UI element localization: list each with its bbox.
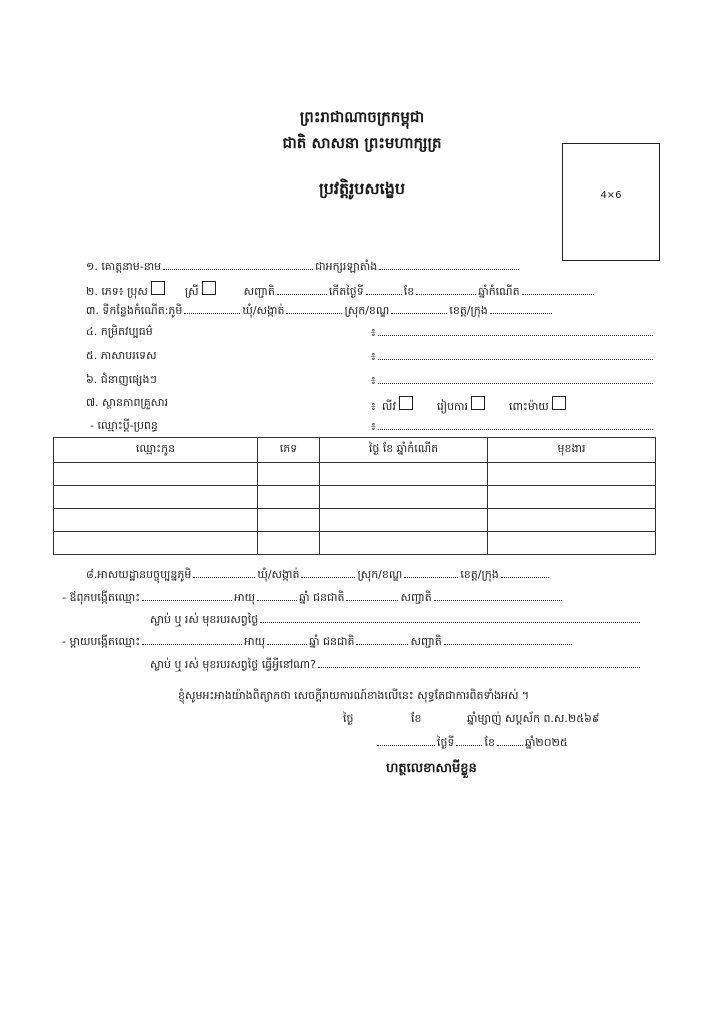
name-field[interactable] bbox=[163, 259, 313, 270]
label-birth-year: ឆ្នាំកំណើត bbox=[478, 285, 520, 298]
oath-statement: ខ្ញុំសូមអះអាងយ៉ាងពិត្យាកថា សេចក្តីរាយការណ៍ខាងលើនេះ សុទ្ធតែជាការពិតទាំងអស់ ។ bbox=[178, 689, 530, 702]
label-single: លីវ bbox=[381, 400, 396, 413]
date-month-label: ខែ bbox=[484, 736, 495, 749]
colon: ៖ bbox=[371, 374, 376, 387]
father-ethnicity-field[interactable] bbox=[346, 590, 398, 601]
label-mother-status: ស្លាប់ ឬ រស់ មុខរបរសព្វថ្ងៃ ធ្វើអ្វីនៅណា? bbox=[150, 658, 316, 671]
label-married: រៀបការ bbox=[436, 400, 469, 413]
motto: ជាតិ សាសនា ព្រះមហាក្សត្រ bbox=[282, 134, 442, 152]
photo-box bbox=[562, 143, 660, 261]
mother-nationality-field[interactable] bbox=[444, 634, 572, 645]
table-row bbox=[54, 532, 656, 555]
label-name: ១. គោត្តនាម-នាម bbox=[86, 260, 162, 273]
latin-name-field[interactable] bbox=[379, 259, 519, 270]
spouse-name-field[interactable] bbox=[378, 419, 653, 430]
label-foreign-language: ៥. ភាសាបរទេស bbox=[86, 349, 157, 362]
header-child-dob: ថ្ងៃ ខែ ឆ្នាំកំណើត bbox=[320, 438, 488, 463]
marital-options bbox=[371, 396, 572, 416]
date-month-field[interactable] bbox=[497, 735, 523, 746]
father-nationality-field[interactable] bbox=[434, 590, 562, 601]
photo-size-label: 4×6 bbox=[600, 190, 622, 201]
label-current-district: ស្រុក/ខណ្ឌ bbox=[357, 568, 403, 581]
label-father-nationality: សញ្ជាតិ bbox=[400, 591, 432, 604]
kingdom-title: ព្រះរាជាណាចក្រកម្ពុជា bbox=[299, 108, 425, 126]
row-father bbox=[62, 590, 564, 607]
label-latin: ជាអក្សរឡាតាំង bbox=[315, 260, 378, 273]
label-current-province: ខេត្ត/ក្រុង bbox=[460, 568, 499, 581]
table-cell[interactable] bbox=[488, 509, 656, 532]
female-checkbox[interactable] bbox=[202, 281, 216, 295]
other-skills-field[interactable] bbox=[378, 373, 653, 384]
label-education: ៤. កម្រិតវប្បធម៌ bbox=[86, 325, 153, 338]
row-address bbox=[86, 567, 551, 584]
row-birthplace bbox=[86, 303, 554, 320]
father-age-field[interactable] bbox=[257, 590, 297, 601]
label-father-ethnicity: ឆ្នាំ ជនជាតិ bbox=[299, 591, 345, 604]
birth-commune-field[interactable] bbox=[286, 303, 342, 314]
table-cell[interactable] bbox=[320, 509, 488, 532]
label-mother-name: - ម្តាយបង្កើតឈ្មោះ bbox=[62, 635, 141, 648]
signature-label: ហត្ថលេខាសាមីខ្លួន bbox=[386, 761, 477, 776]
table-cell[interactable] bbox=[258, 509, 320, 532]
label-widowed: ពោះម៉ាយ bbox=[509, 400, 549, 413]
mother-ethnicity-field[interactable] bbox=[356, 634, 408, 645]
current-district-field[interactable] bbox=[404, 567, 458, 578]
label-female: ស្រី bbox=[184, 285, 199, 298]
current-village-field[interactable] bbox=[193, 567, 255, 578]
table-cell[interactable] bbox=[488, 532, 656, 555]
current-commune-field[interactable] bbox=[301, 567, 355, 578]
colon: ៖ bbox=[371, 326, 376, 339]
label-marital-status: ៧. ស្ថានភាពគ្រួសារ bbox=[86, 396, 169, 409]
label-father-name: - ឪពុកបង្កើតឈ្មោះ bbox=[62, 591, 141, 604]
date-year-label: ឆ្នាំ២០២៥ bbox=[524, 736, 568, 749]
label-other-skills: ៦. ជំនាញផ្សេងៗ bbox=[86, 373, 157, 386]
label-birth-district: ស្រុក/ខណ្ឌ bbox=[344, 304, 390, 317]
table-cell[interactable] bbox=[258, 486, 320, 509]
row-name bbox=[86, 259, 521, 276]
table-cell[interactable] bbox=[54, 509, 258, 532]
table-row bbox=[54, 509, 656, 532]
row-mother bbox=[62, 634, 574, 651]
lunar-month-label: ខែ bbox=[411, 712, 422, 725]
table-row bbox=[54, 463, 656, 486]
label-birth-month: ខែ bbox=[403, 285, 415, 298]
table-cell[interactable] bbox=[258, 532, 320, 555]
date-place-field[interactable] bbox=[377, 735, 435, 746]
table-cell[interactable] bbox=[320, 463, 488, 486]
label-current-village: ៨.អាសយដ្ឋានបច្ចុប្បន្នភូមិ bbox=[86, 568, 192, 581]
birth-day-field[interactable] bbox=[366, 284, 402, 295]
male-checkbox[interactable] bbox=[151, 281, 165, 295]
mother-age-field[interactable] bbox=[267, 634, 307, 645]
header-child-name: ឈ្មោះកូន bbox=[54, 438, 258, 463]
table-header-row bbox=[54, 438, 656, 463]
row-mother-status bbox=[150, 657, 642, 674]
table-cell[interactable] bbox=[54, 486, 258, 509]
education-field[interactable] bbox=[378, 325, 653, 336]
table-cell[interactable] bbox=[54, 532, 258, 555]
nationality-field[interactable] bbox=[277, 284, 327, 295]
birth-village-field[interactable] bbox=[184, 303, 240, 314]
father-name-field[interactable] bbox=[142, 590, 232, 601]
label-gender-male: ២. ភេទ៖ ប្រុស bbox=[86, 285, 148, 298]
label-birth-commune: ឃុំ/សង្កាត់ bbox=[242, 304, 285, 317]
current-province-field[interactable] bbox=[501, 567, 549, 578]
lunar-day-label: ថ្ងៃ bbox=[343, 712, 354, 725]
date-line bbox=[375, 735, 568, 752]
row-father-status bbox=[150, 612, 642, 629]
form-title: ប្រវត្តិរូបសង្ខេប bbox=[318, 179, 405, 198]
table-cell[interactable] bbox=[320, 532, 488, 555]
colon: ៖ bbox=[371, 400, 376, 413]
table-cell[interactable] bbox=[54, 463, 258, 486]
date-day-field[interactable] bbox=[456, 735, 482, 746]
father-status-field[interactable] bbox=[260, 612, 640, 623]
table-cell[interactable] bbox=[258, 463, 320, 486]
language-line bbox=[371, 349, 655, 366]
header-child-occupation: មុខងារ bbox=[488, 438, 656, 463]
foreign-language-field[interactable] bbox=[378, 349, 653, 360]
label-spouse-name: - ឈ្មោះប្តី-ប្រពន្ធ bbox=[90, 419, 158, 432]
table-row bbox=[54, 486, 656, 509]
label-mother-age: អាយុ bbox=[244, 635, 266, 648]
table-cell[interactable] bbox=[320, 486, 488, 509]
row-gender bbox=[86, 281, 596, 301]
label-father-age: អាយុ bbox=[234, 591, 256, 604]
birth-month-field[interactable] bbox=[416, 284, 476, 295]
lunar-year-label: ឆ្នាំម្សាញ់ សប្តស័ក ព.ស.២៥៦៩ bbox=[467, 712, 600, 725]
label-birth-day: កើតថ្ងៃទី bbox=[328, 285, 364, 298]
single-checkbox[interactable] bbox=[399, 396, 413, 410]
skills-line bbox=[371, 373, 655, 390]
married-checkbox[interactable] bbox=[471, 396, 485, 410]
colon: ៖ bbox=[371, 350, 376, 363]
mother-status-field[interactable] bbox=[318, 657, 640, 668]
table-cell[interactable] bbox=[488, 486, 656, 509]
children-table bbox=[53, 437, 656, 555]
label-birth-province: ខេត្ត/ក្រុង bbox=[449, 304, 488, 317]
label-father-status: ស្លាប់ ឬ រស់ មុខរបរសព្វថ្ងៃ bbox=[150, 613, 259, 626]
birth-year-field[interactable] bbox=[522, 284, 594, 295]
colon: ៖ bbox=[371, 420, 376, 433]
education-line bbox=[371, 325, 655, 342]
date-day-label: ថ្ងៃទី bbox=[437, 736, 455, 749]
widowed-checkbox[interactable] bbox=[552, 396, 566, 410]
birth-province-field[interactable] bbox=[490, 303, 552, 314]
header-child-gender: ភេទ bbox=[258, 438, 320, 463]
mother-name-field[interactable] bbox=[142, 634, 242, 645]
label-current-commune: ឃុំ/សង្កាត់ bbox=[257, 568, 300, 581]
label-birth-village: ៣. ទីកន្លែងកំណើត:ភូមិ bbox=[86, 304, 183, 317]
birth-district-field[interactable] bbox=[391, 303, 447, 314]
label-mother-ethnicity: ឆ្នាំ ជនជាតិ bbox=[309, 635, 355, 648]
spouse-line bbox=[371, 419, 655, 436]
label-mother-nationality: សញ្ជាតិ bbox=[410, 635, 442, 648]
table-cell[interactable] bbox=[488, 463, 656, 486]
label-nationality: សញ្ជាតិ bbox=[243, 285, 275, 298]
